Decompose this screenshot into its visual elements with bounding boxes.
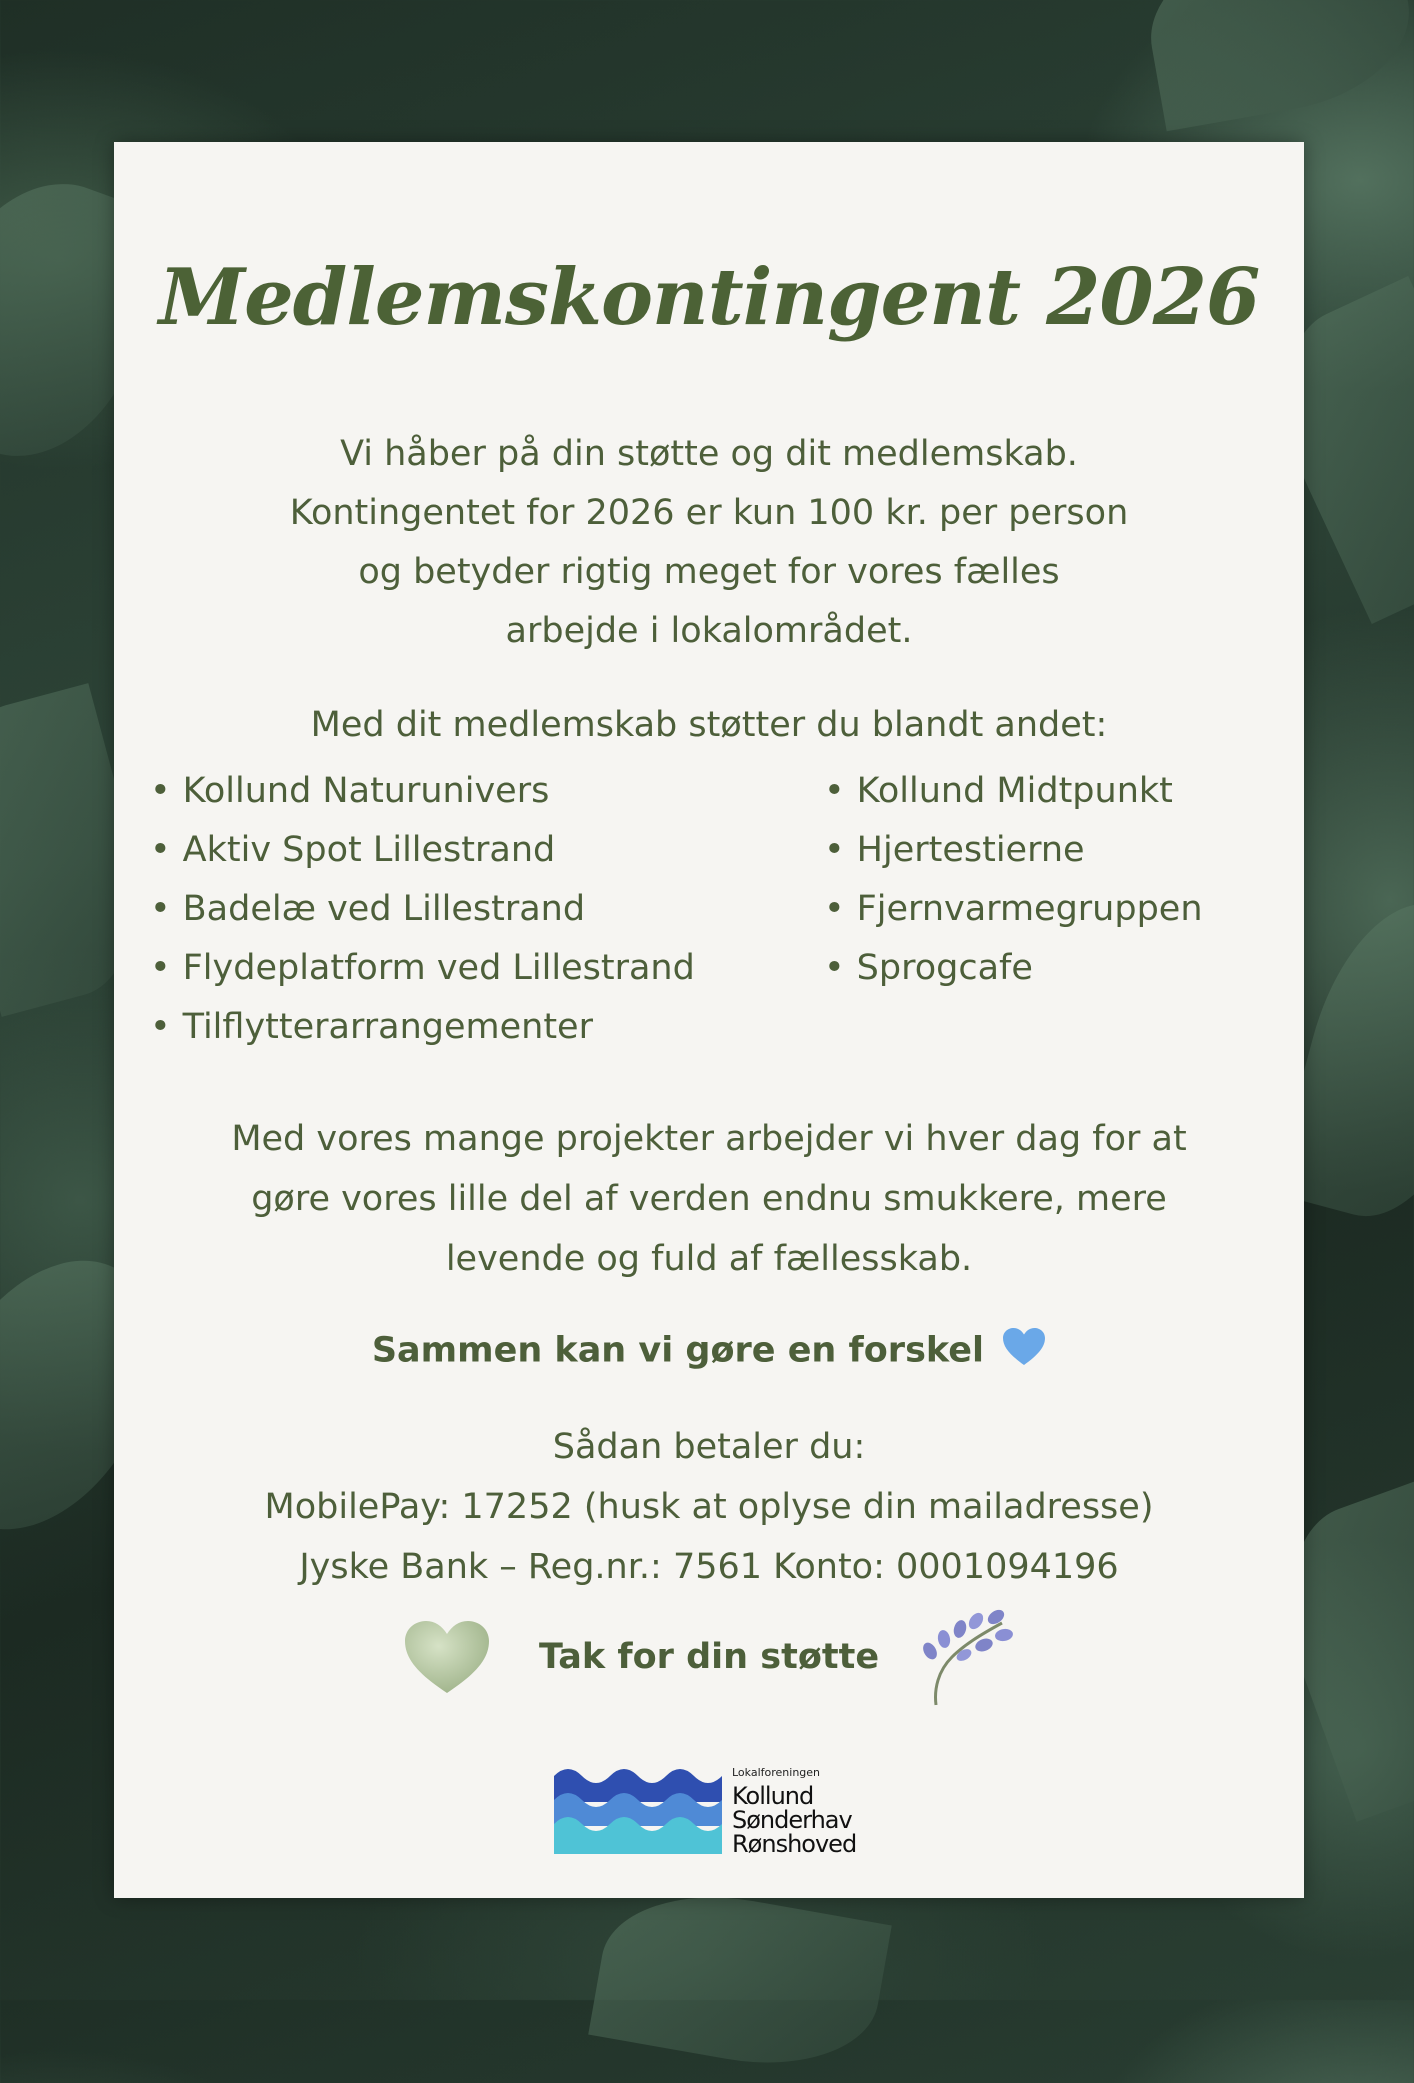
intro-paragraph [114,425,1304,661]
intro-line: arbejde i lokalområdet. [505,611,913,651]
together-tagline [114,1327,1304,1376]
mobilepay-line: MobilePay: 17252 (husk at oplyse din mailadresse) [264,1487,1154,1527]
list-item: • Hjertestierne [824,821,1203,880]
supported-projects-right [824,762,1203,998]
thanks-text: Tak for din støtte [538,1637,880,1677]
mission-line: gøre vores lille del af verden endnu smukkere, mere [251,1179,1167,1219]
flyer-card [114,142,1304,1898]
waves-logo-icon [554,1762,726,1858]
list-item: • Kollund Midtpunkt [824,762,1203,821]
mission-line: Med vores mange projekter arbejder vi hver dag for at [231,1119,1187,1159]
supported-projects-left [150,762,695,1057]
background-leaf [1137,0,1414,131]
lavender-sprig-icon [914,1609,1014,1713]
intro-line: Kontingentet for 2026 er kun 100 kr. per person [289,493,1129,533]
logo-line: Rønshoved [732,1830,857,1858]
association-logo [554,1762,874,1862]
list-item: • Kollund Naturunivers [150,762,695,821]
intro-line: Vi håber på din støtte og dit medlemskab. [340,434,1078,474]
page-title: Medlemskontingent 2026 [158,252,1260,343]
intro-line: og betyder rigtig meget for vores fælles [358,552,1060,592]
list-item: • Fjernvarmegruppen [824,880,1203,939]
logo-line: Kollund [732,1782,814,1810]
list-item: • Flydeplatform ved Lillestrand [150,939,695,998]
background-leaf [588,1877,892,2083]
payment-info [114,1417,1304,1597]
logo-small-text: Lokalforeningen [732,1766,821,1779]
together-text: Sammen kan vi gøre en forskel [371,1330,984,1371]
bank-line: Jyske Bank – Reg.nr.: 7561 Konto: 0001094196 [299,1547,1119,1587]
mission-paragraph [114,1109,1304,1289]
list-item: • Tilflytterarrangementer [150,998,695,1057]
list-item: • Sprogcafe [824,939,1203,998]
blue-heart-icon [1002,1327,1046,1376]
list-item: • Aktiv Spot Lillestrand [150,821,695,880]
logo-line: Sønderhav [732,1806,852,1834]
thanks-row [114,1617,1304,1717]
payment-heading: Sådan betaler du: [552,1427,866,1467]
mission-line: levende og fuld af fællesskab. [445,1239,973,1279]
support-lead-text: Med dit medlemskab støtter du blandt andet: [310,705,1108,745]
list-item: • Badelæ ved Lillestrand [150,880,695,939]
